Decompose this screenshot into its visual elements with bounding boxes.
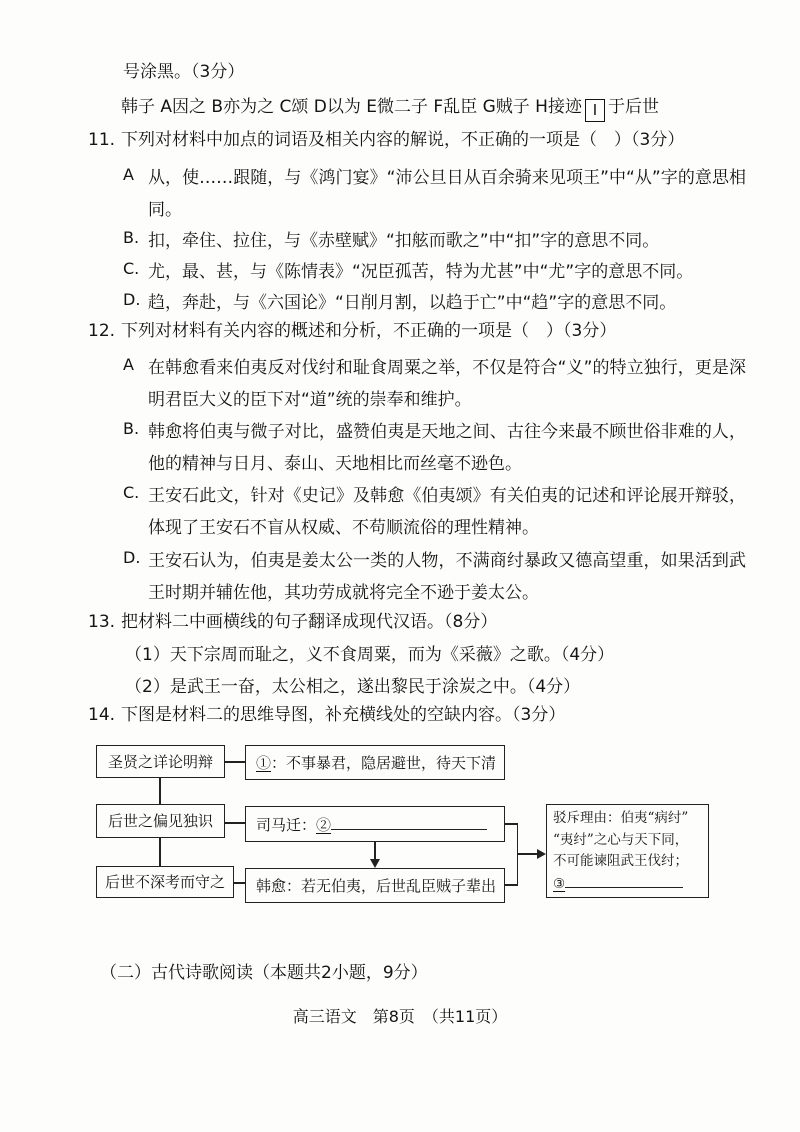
conclusion-line-4 [553, 873, 688, 896]
arrow-right-line [517, 853, 538, 855]
option-label: D. [123, 548, 141, 567]
node-text [553, 808, 688, 895]
option-label: C. [123, 259, 140, 278]
node-text-rest: ：不事暴君，隐居避世，待天下清 [271, 753, 497, 772]
node-text: 后世之偏见独识 [107, 812, 213, 830]
option-label: B. [123, 419, 140, 438]
question-11-number: 11. [88, 130, 116, 150]
node-text [256, 815, 487, 834]
blank-mark-1: ① [256, 753, 272, 772]
blank-mark-3: ③ [553, 875, 566, 892]
question-11-option-a [123, 163, 748, 226]
mindmap-node-conclusion [546, 804, 709, 898]
mindmap-node-left-1 [96, 745, 225, 778]
question-11-option-b [123, 226, 748, 258]
question-12-option-d [123, 546, 748, 609]
answer-blank-line [565, 873, 683, 888]
option-text: 尤，最、甚，与《陈情表》“况臣孤苦，特为尤甚”中“尤”字的意思不同。 [148, 262, 694, 282]
question-12-option-b [123, 417, 748, 480]
question-13-stem: 把材料二中画横线的句子翻译成现代汉语。（8分） [121, 612, 498, 632]
conclusion-line-1: 驳斥理由：伯夷“病纣” [553, 810, 689, 826]
answer-box-marker: I [585, 99, 605, 122]
mindmap-node-left-2 [96, 804, 225, 838]
question-12-option-a [123, 353, 748, 416]
mindmap-node-branch-2 [245, 806, 505, 842]
page-footer: 高三语文 第8页 （共11页） [292, 1007, 508, 1026]
question-14-stem: 下图是材料二的思维导图，补充横线处的空缺内容。（3分） [121, 705, 566, 725]
option-text: 王安石认为，伯夷是姜太公一类的人物，不满商纣暴政又德高望重，如果活到武王时期并辅佐他，其功劳成就将完全不逊于姜太公。 [148, 551, 746, 603]
option-text: 从，使……跟随，与《鸿门宴》“沛公旦日从百余骑来见项王”中“从”字的意思相同。 [148, 168, 746, 220]
mindmap-node-branch-1 [245, 745, 505, 780]
answer-blank-line [331, 815, 487, 830]
option-label: A [123, 165, 134, 184]
connector-vertical-1 [159, 778, 161, 804]
option-text: 在韩愈看来伯夷反对伐纣和耻食周粟之举，不仅是符合“义”的特立独行，更是深明君臣大义的臣下对“道”统的崇奉和维护。 [148, 358, 746, 410]
question-11-stem: 下列对材料中加点的词语及相关内容的解说，不正确的一项是（ ）（3分） [121, 130, 685, 150]
option-label: C. [123, 483, 140, 502]
sentence-breaking-text: 韩子 A因之 B亦为之 C颂 D以为 E微二子 F乱臣 G贼子 H接迹 [121, 97, 582, 117]
option-label: A [123, 355, 134, 374]
mind-map-figure [88, 740, 768, 915]
node-text [256, 754, 496, 772]
question-12-stem: 下列对材料有关内容的概述和分析，不正确的一项是（ ）（3分） [121, 321, 617, 341]
conclusion-line-2: “夷纣”之心与天下同， [553, 831, 689, 848]
node-text: 后世不深考而守之 [104, 873, 225, 891]
question-12-option-c [123, 481, 748, 544]
arrow-down-line [374, 842, 376, 860]
blank-mark-2: ② [316, 815, 332, 834]
question-13-number: 13. [88, 612, 116, 632]
option-label: B. [123, 228, 140, 247]
node-text-label: 司马迁： [256, 815, 317, 834]
section-2-heading: （二）古代诗歌阅读（本题共2小题，9分） [100, 963, 428, 983]
connector-horizontal-1 [225, 761, 245, 763]
node-text: 韩愈：若无伯夷，后世乱臣贼子辈出 [256, 876, 497, 895]
option-label: D. [123, 290, 141, 309]
option-text: 趋，奔赴，与《六国论》“日削月割，以趋于亡”中“趋”字的意思不同。 [148, 293, 677, 313]
sentence-tail-text: 于后世 [607, 97, 659, 117]
option-text: 扣，牵住、拉住，与《赤壁赋》“扣舷而歌之”中“扣”字的意思不同。 [148, 231, 660, 251]
connector-vertical-2 [159, 838, 161, 866]
connector-horizontal-2 [225, 822, 245, 824]
mindmap-node-left-3 [96, 866, 234, 898]
option-text: 王安石此文，针对《史记》及韩愈《伯夷颂》有关伯夷的记述和评论展开辩驳，体现了王安石不盲从权威、不苟顺流俗的理性精神。 [148, 486, 746, 538]
connector-horizontal-3 [234, 882, 245, 884]
intro-line-1: 号涂黑。（3分） [123, 62, 245, 82]
arrow-down-head-icon [370, 859, 380, 868]
mindmap-node-branch-3 [245, 868, 505, 903]
conclusion-line-3: 不可能谏阻武王伐纣； [553, 853, 688, 869]
intro-line-2 [121, 96, 659, 122]
question-12-number: 12. [88, 321, 116, 341]
question-14-number: 14. [88, 705, 116, 725]
question-11-option-d [123, 288, 748, 320]
node-text: 圣贤之详论明辩 [107, 752, 213, 771]
option-text: 韩愈将伯夷与微子对比，盛赞伯夷是天地之间、古往今来最不顾世俗非难的人，他的精神与日月、泰山、天地相比而丝毫不逊色。 [148, 422, 746, 474]
arrow-right-head-icon [537, 849, 546, 859]
question-13-subitem-2: （2）是武王一奋，太公相之，遂出黎民于涂炭之中。（4分） [125, 677, 581, 697]
question-11-option-c [123, 257, 748, 289]
question-13-subitem-1: （1）天下宗周而耻之，义不食周粟，而为《采薇》之歌。（4分） [125, 645, 615, 665]
